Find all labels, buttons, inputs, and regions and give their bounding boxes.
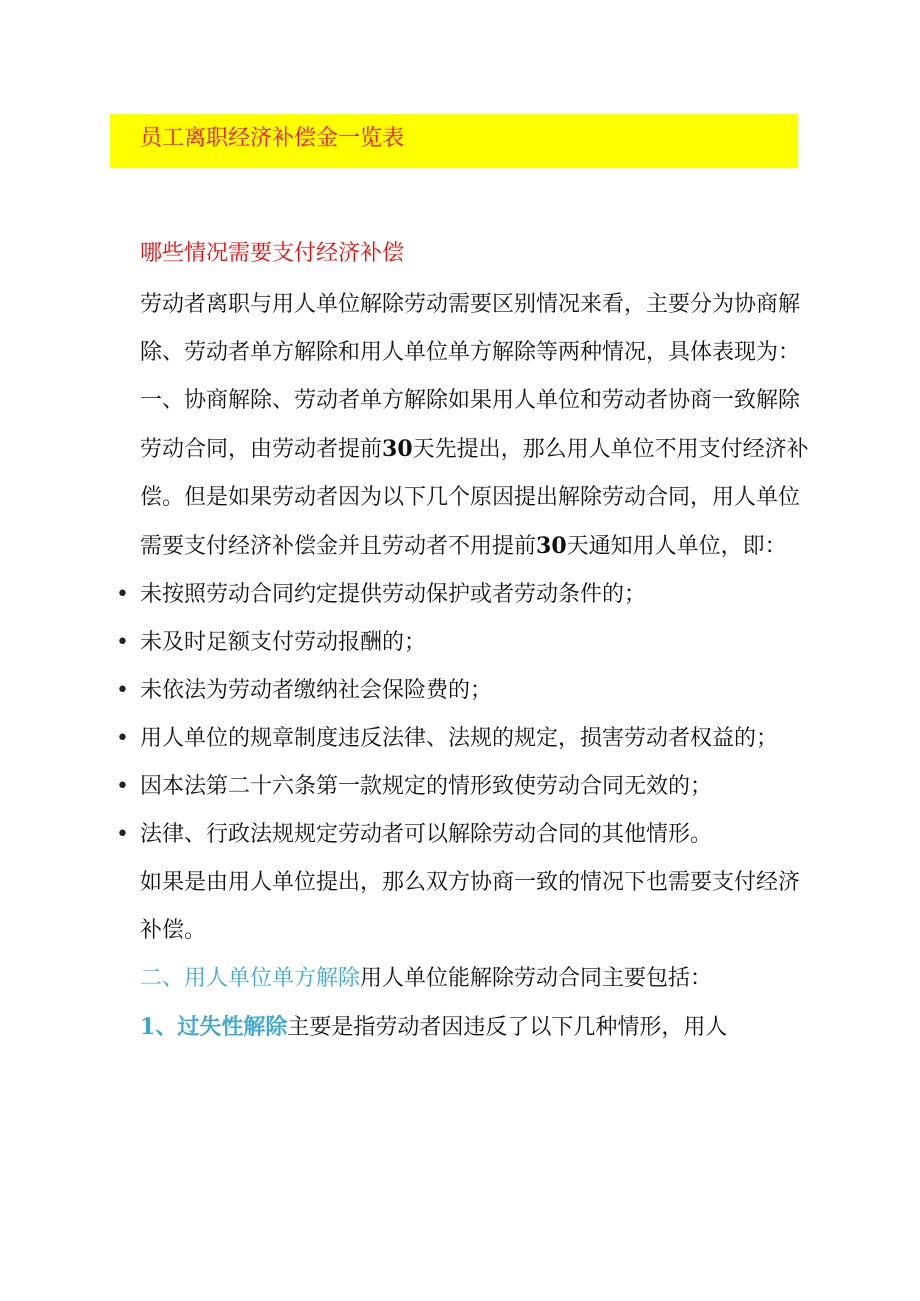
list-item-text: 因本法第二十六条第一款规定的情形致使劳动合同无效的；: [140, 774, 713, 799]
part1-text-b: 天先提出，那么用人单位不用支付经济补偿。但是如果劳动者因为以下几个原因提出解除劳动合同，用人单位需要支付经济补偿金并且劳动者不用提前: [140, 437, 809, 559]
part2-paragraph: [140, 955, 820, 1003]
list-item: [116, 763, 820, 811]
document-body: [116, 281, 820, 1052]
part3-paragraph: [140, 1003, 820, 1052]
list-item: [116, 811, 820, 859]
intro-paragraph: 劳动者离职与用人单位解除劳动需要区别情况来看，主要分为协商解除、劳动者单方解除和用人单位单方解除等两种情况，具体表现为：: [140, 292, 801, 365]
bullet-icon: •: [116, 822, 129, 847]
list-item: [116, 619, 820, 667]
list-item: [116, 571, 820, 619]
list-item-text: 用人单位的规章制度违反法律、法规的规定，损害劳动者权益的；: [140, 726, 779, 751]
list-item-text: 未依法为劳动者缴纳社会保险费的；: [140, 678, 493, 703]
title-banner: [110, 114, 798, 168]
part1-text-c: 天通知用人单位，即：: [566, 534, 787, 559]
part1-paragraph: [140, 377, 820, 571]
resignation-reasons-list: [116, 571, 820, 859]
document-title: 员工离职经济补偿金一览表: [140, 126, 405, 151]
list-item: [116, 667, 820, 715]
part1-text-a: 一、协商解除、劳动者单方解除如果用人单位和劳动者协商一致解除劳动合同，由劳动者提前: [140, 388, 801, 462]
part2-text: 用人单位能解除劳动合同主要包括：: [360, 966, 713, 991]
part3-heading: [140, 1015, 287, 1040]
part2-heading: 二、用人单位单方解除: [140, 966, 361, 991]
part3-number: 1: [140, 1014, 156, 1040]
list-item-text: 未及时足额支付劳动报酬的；: [140, 630, 427, 655]
bullet-icon: •: [116, 774, 129, 799]
bullet-icon: •: [116, 582, 129, 607]
part1-number-2: 30: [536, 533, 567, 559]
part1-number-1: 30: [382, 436, 413, 462]
section-heading: 哪些情况需要支付经济补偿: [140, 241, 405, 266]
list-item: [116, 715, 820, 763]
after-list-paragraph: 如果是由用人单位提出，那么双方协商一致的情况下也需要支付经济补偿。: [140, 870, 801, 943]
part3-text: 主要是指劳动者因违反了以下几种情形，用人: [287, 1015, 728, 1040]
list-item-text: 法律、行政法规规定劳动者可以解除劳动合同的其他情形。: [140, 822, 713, 847]
part3-heading-text: 、过失性解除: [155, 1015, 288, 1040]
bullet-icon: •: [116, 630, 129, 655]
bullet-icon: •: [116, 726, 129, 751]
list-item-text: 未按照劳动合同约定提供劳动保护或者劳动条件的；: [140, 582, 647, 607]
bullet-icon: •: [116, 678, 129, 703]
